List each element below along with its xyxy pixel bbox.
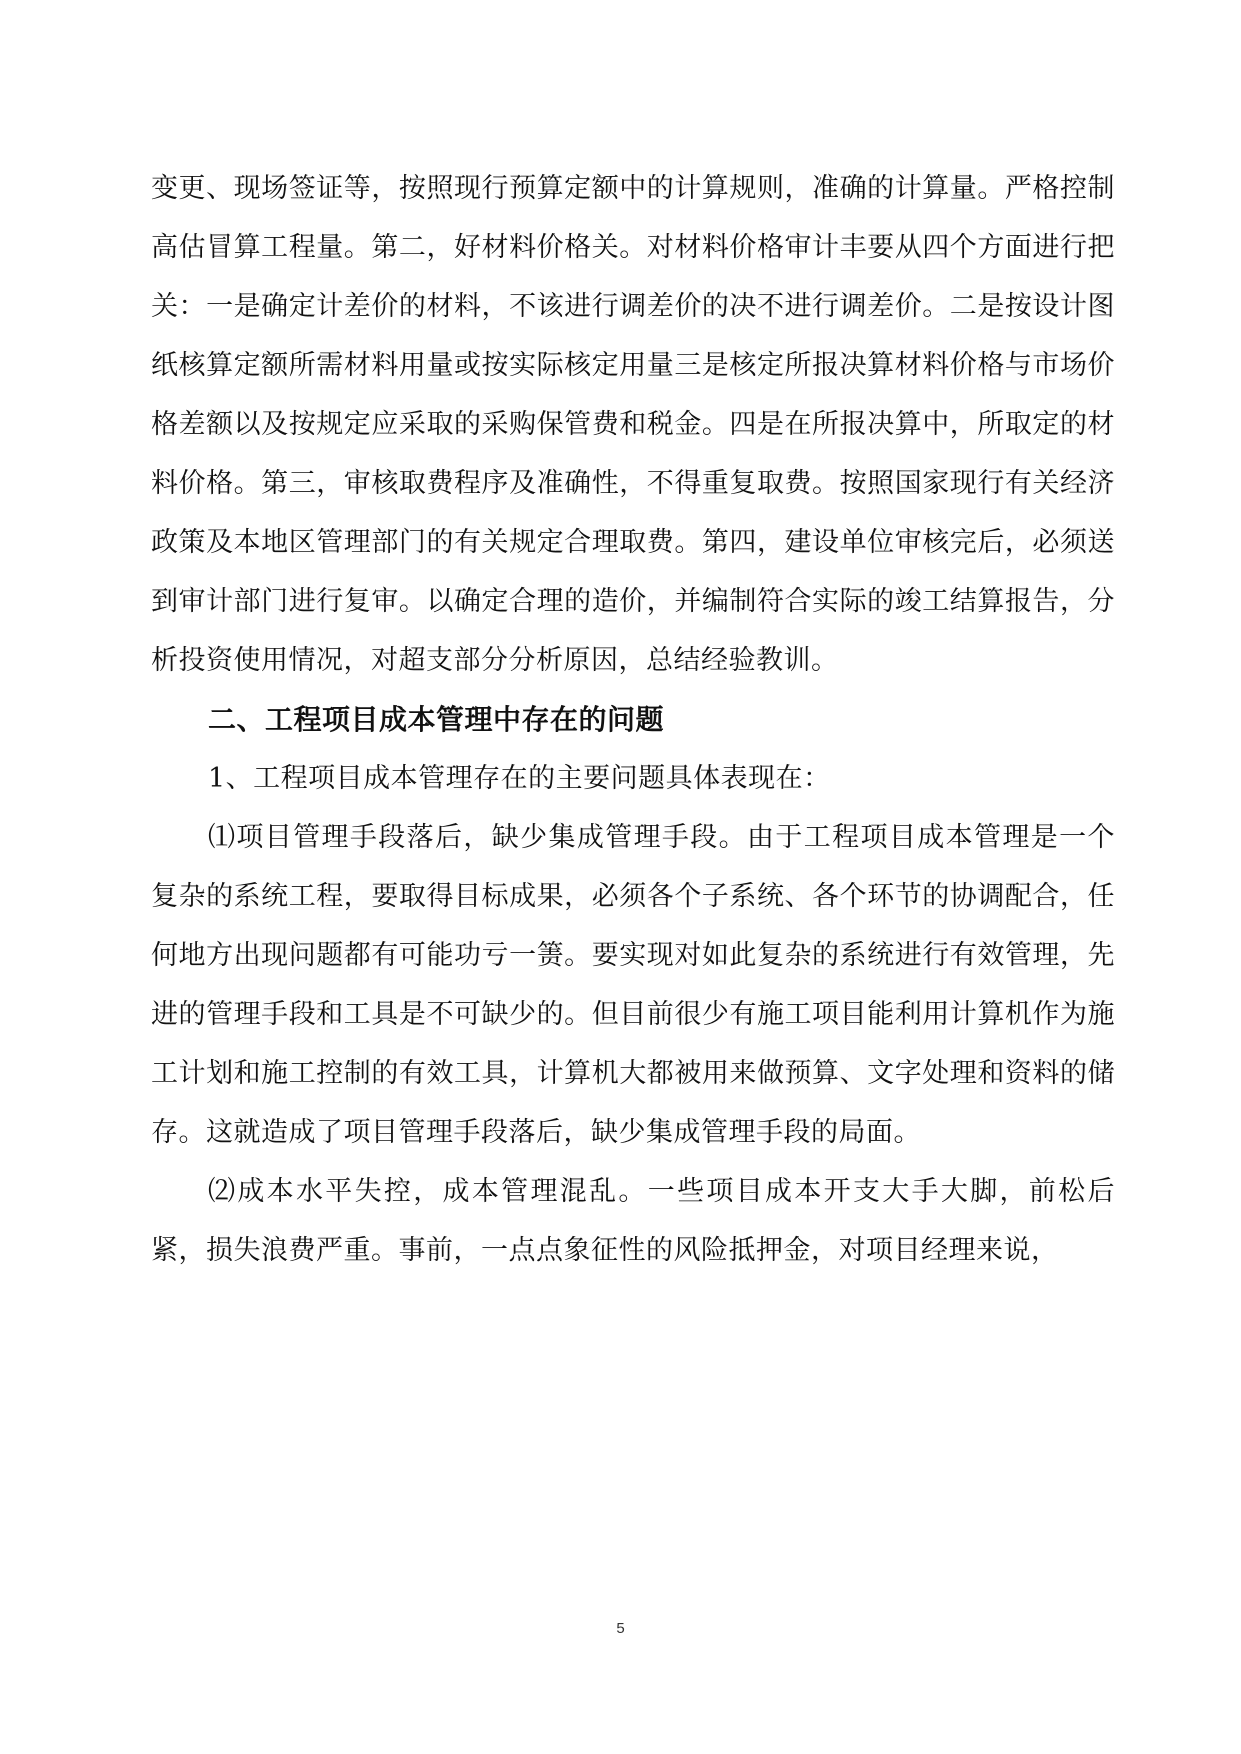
subheading-paragraph: 1、工程项目成本管理存在的主要问题具体表现在： [208,763,831,794]
item-2-paragraph: ⑵成本水平失控，成本管理混乱。一些项目成本开支大手大脚，前松后紧，损失浪费严重。事前，一点点象征性的风险抵押金，对项目经理来说， [151,1176,1115,1266]
section-heading: 二、工程项目成本管理中存在的问题 [208,703,665,736]
item-1-paragraph: ⑴项目管理手段落后，缺少集成管理手段。由于工程项目成本管理是一个复杂的系统工程，要取得目标成果，必须各个子系统、各个环节的协调配合，任何地方出现问题都有可能功亏一箦。要实现对如此复杂的系统进行有效管理，先进的管理手段和工具是不可缺少的。但目前很少有施工项目能利用计算机作为施工计划和施工控制的有效工具，计算机大都被用来做预算、文字处理和资料的储存。这就造成了项目管理手段落后，缺少集成管理手段的局面。 [151,822,1115,1148]
document-body [151,159,1115,1280]
continued-paragraph: 变更、现场签证等，按照现行预算定额中的计算规则，准确的计算量。严格控制高估冒算工程量。第二，好材料价格关。对材料价格审计丰要从四个方面进行把关：一是确定计差价的材料，不该进行调差价的决不进行调差价。二是按设计图纸核算定额所需材料用量或按实际核定用量三是核定所报决算材料价格与市场价格差额以及按规定应采取的采购保管费和税金。四是在所报决算中，所取定的材料价格。第三，审核取费程序及准确性，不得重复取费。按照国家现行有关经济政策及本地区管理部门的有关规定合理取费。第四，建设单位审核完后，必须送到审计部门进行复审。以确定合理的造价，并编制符合实际的竣工结算报告，分析投资使用情况，对超支部分分析原因，总结经验教训。 [151,173,1115,676]
page-number: 5 [616,1620,625,1637]
